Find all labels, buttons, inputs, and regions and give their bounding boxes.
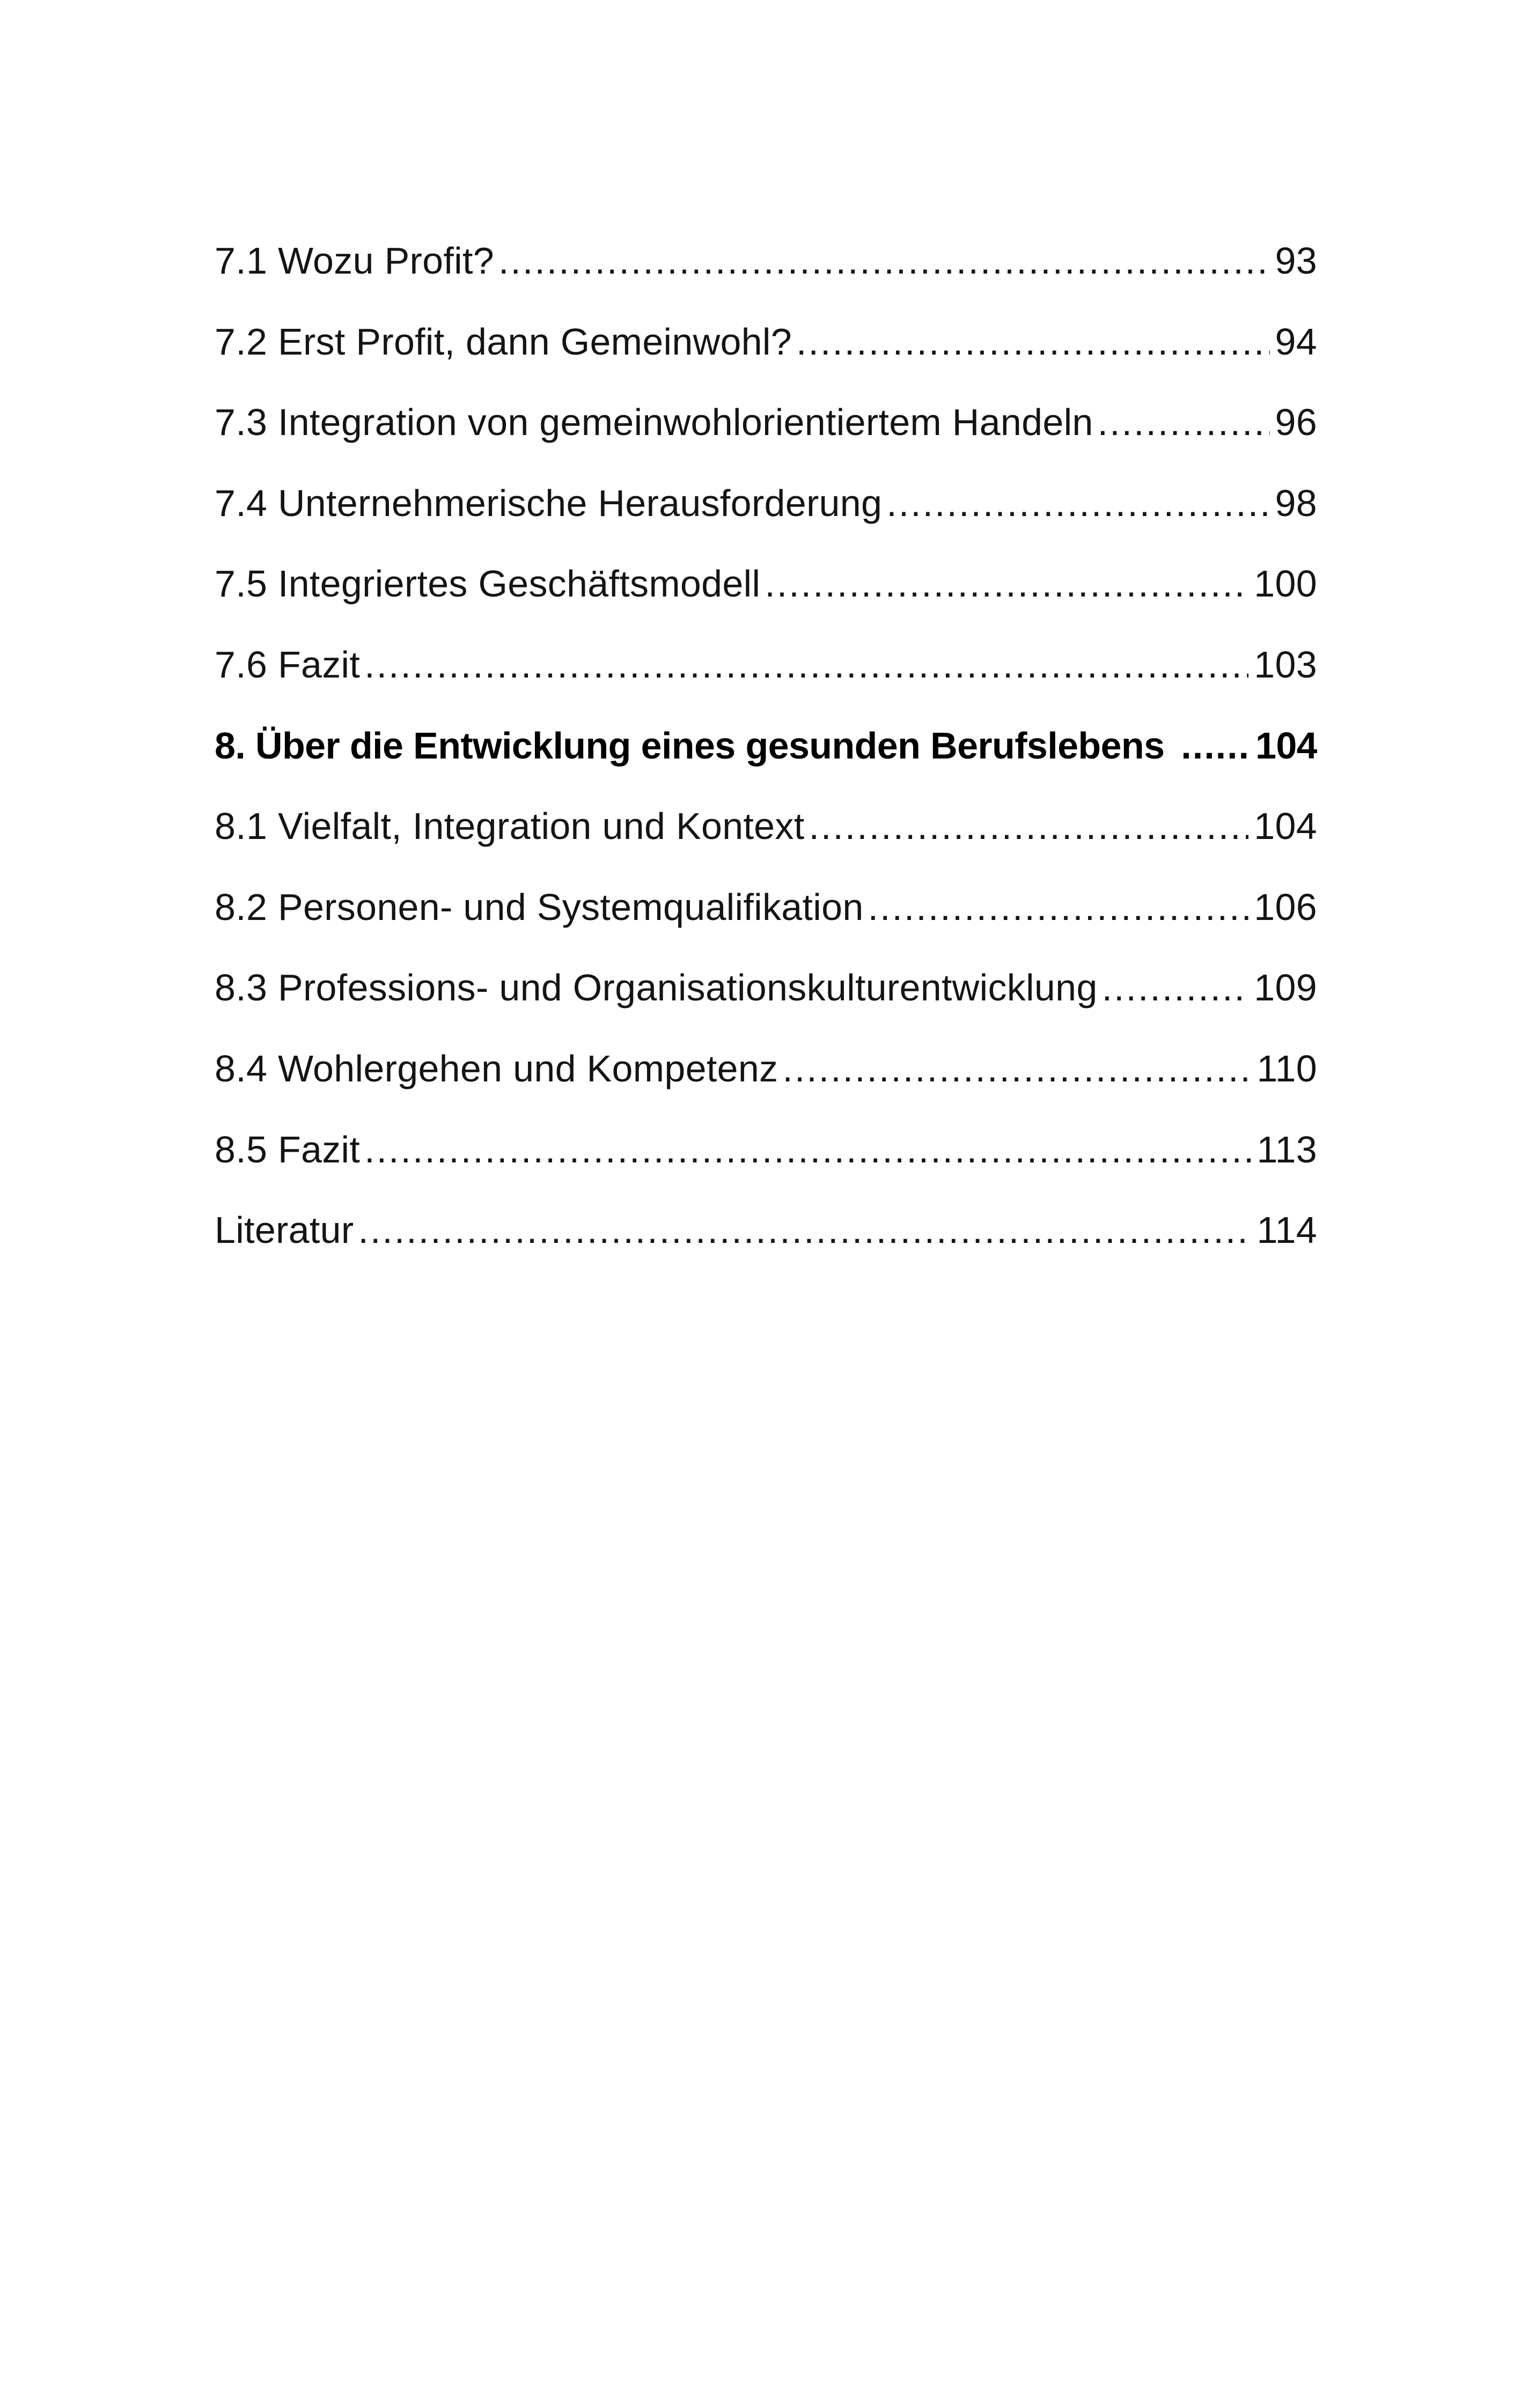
dot-leader — [358, 1211, 1252, 1249]
toc-entry-page: 114 — [1257, 1209, 1317, 1251]
dot-leader — [796, 323, 1270, 360]
toc-entry-page: 96 — [1275, 401, 1317, 444]
dot-leader — [364, 646, 1248, 683]
toc-entry-page: 103 — [1254, 643, 1317, 686]
toc-entry-7-3 — [215, 388, 1317, 469]
toc-entry-7-4 — [215, 469, 1317, 550]
dot-leader — [765, 565, 1248, 602]
toc-entry-page: 104 — [1254, 805, 1317, 848]
toc-entry-page: 100 — [1254, 563, 1317, 605]
dot-leader — [1098, 403, 1270, 441]
toc-entry-page: 98 — [1275, 482, 1317, 524]
dot-leader — [886, 484, 1269, 522]
toc-entry-title: 7.6 Fazit — [215, 643, 361, 686]
toc-entry-7-1 — [215, 227, 1317, 308]
dot-leader — [1181, 727, 1250, 764]
toc-entry-title: 8.4 Wohlergehen und Kompetenz — [215, 1047, 778, 1089]
toc-entry-8-3 — [215, 954, 1317, 1035]
toc-entry-page: 106 — [1254, 886, 1317, 928]
dot-leader — [498, 242, 1270, 279]
toc-entry-8-5 — [215, 1116, 1317, 1197]
toc-entry-title: 7.1 Wozu Profit? — [215, 240, 494, 282]
dot-leader — [868, 888, 1249, 926]
toc-entry-title: 8.2 Personen- und Systemqualifikation — [215, 886, 864, 928]
dot-leader — [1102, 969, 1249, 1006]
toc-entry-page: 113 — [1257, 1128, 1317, 1170]
toc-entry-page: 93 — [1275, 240, 1317, 282]
toc-entry-7-5 — [215, 550, 1317, 631]
table-of-contents — [215, 227, 1317, 1277]
toc-entry-title: 7.3 Integration von gemeinwohlorientiertem Handeln — [215, 401, 1093, 444]
toc-entry-page: 110 — [1257, 1047, 1317, 1089]
toc-entry-title: 7.2 Erst Profit, dann Gemeinwohl? — [215, 320, 792, 363]
toc-entry-title: Literatur — [215, 1209, 354, 1251]
toc-entry-title: 8.5 Fazit — [215, 1128, 361, 1170]
toc-chapter-page: 104 — [1255, 724, 1317, 767]
toc-entry-title: 8.3 Professions- und Organisationskulturentwicklung — [215, 967, 1098, 1009]
toc-chapter-8 — [215, 712, 1317, 793]
toc-entry-page: 109 — [1254, 967, 1317, 1009]
toc-entry-title: 7.5 Integriertes Geschäftsmodell — [215, 563, 761, 605]
toc-entry-8-4 — [215, 1035, 1317, 1116]
toc-entry-page: 94 — [1275, 320, 1317, 363]
toc-entry-7-2 — [215, 308, 1317, 389]
toc-entry-8-2 — [215, 873, 1317, 954]
toc-chapter-title: 8. Über die Entwicklung eines gesunden Berufslebens — [215, 724, 1165, 767]
toc-entry-literatur — [215, 1196, 1317, 1277]
toc-entry-title: 8.1 Vielfalt, Integration und Kontext — [215, 805, 805, 848]
toc-entry-title: 7.4 Unternehmerische Herausforderung — [215, 482, 883, 524]
dot-leader — [809, 807, 1248, 845]
dot-leader — [364, 1131, 1251, 1168]
toc-entry-8-1 — [215, 792, 1317, 873]
toc-entry-7-6 — [215, 631, 1317, 712]
dot-leader — [782, 1050, 1251, 1087]
